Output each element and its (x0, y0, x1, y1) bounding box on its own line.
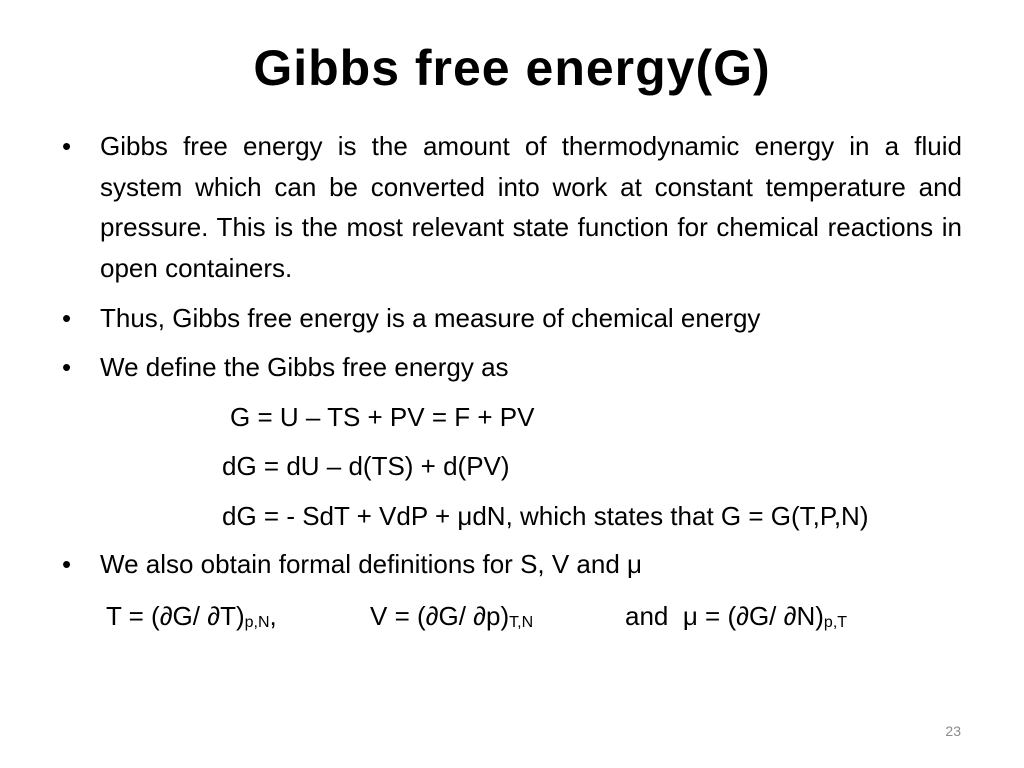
bullet-item-formal (62, 544, 962, 586)
definition-t-subscript: p,N (244, 614, 270, 631)
definition-v-subscript: T,N (509, 614, 534, 631)
definition-mu-main: μ = (∂G/ ∂N) (682, 601, 824, 631)
definition-t-main: T = (∂G/ ∂T) (106, 601, 245, 631)
equation-differential: dG = dU – d(TS) + d(PV) (222, 451, 510, 481)
bullet-glyph: • (62, 131, 72, 161)
definition-t-comma: , (269, 601, 277, 631)
definition-v-main: V = (∂G/ ∂p) (370, 601, 510, 631)
definition-and-word: and (625, 601, 669, 631)
definition-v (370, 596, 533, 643)
equation-fundamental: dG = - SdT + VdP + μdN, which states that G = G(T,P,N) (222, 501, 869, 531)
definition-mu (625, 596, 847, 643)
bullet-item-measure (62, 298, 962, 340)
definition-t (106, 596, 277, 643)
bullet-glyph: • (62, 352, 72, 382)
bullet-item-define (62, 347, 962, 389)
bullet-text-measure: Thus, Gibbs free energy is a measure of chemical energy (100, 303, 761, 333)
bullet-glyph: • (62, 549, 72, 579)
slide-title: Gibbs free energy(G) (253, 40, 771, 96)
bullet-text-definition: Gibbs free energy is the amount of thermodynamic energy in a fluid system which can be converted into work at constant temperature and pressure. This is the most relevant state function for chemical reactions in open containers. (100, 131, 962, 283)
bullet-glyph: • (62, 303, 72, 333)
bullet-item-definition (62, 126, 962, 292)
equation-gibbs: G = U – TS + PV = F + PV (230, 402, 535, 432)
definition-mu-subscript: p,T (823, 614, 848, 631)
page-number: 23 (945, 723, 961, 739)
bullet-text-formal: We also obtain formal definitions for S, V and μ (100, 549, 643, 579)
bullet-text-define: We define the Gibbs free energy as (100, 352, 509, 382)
